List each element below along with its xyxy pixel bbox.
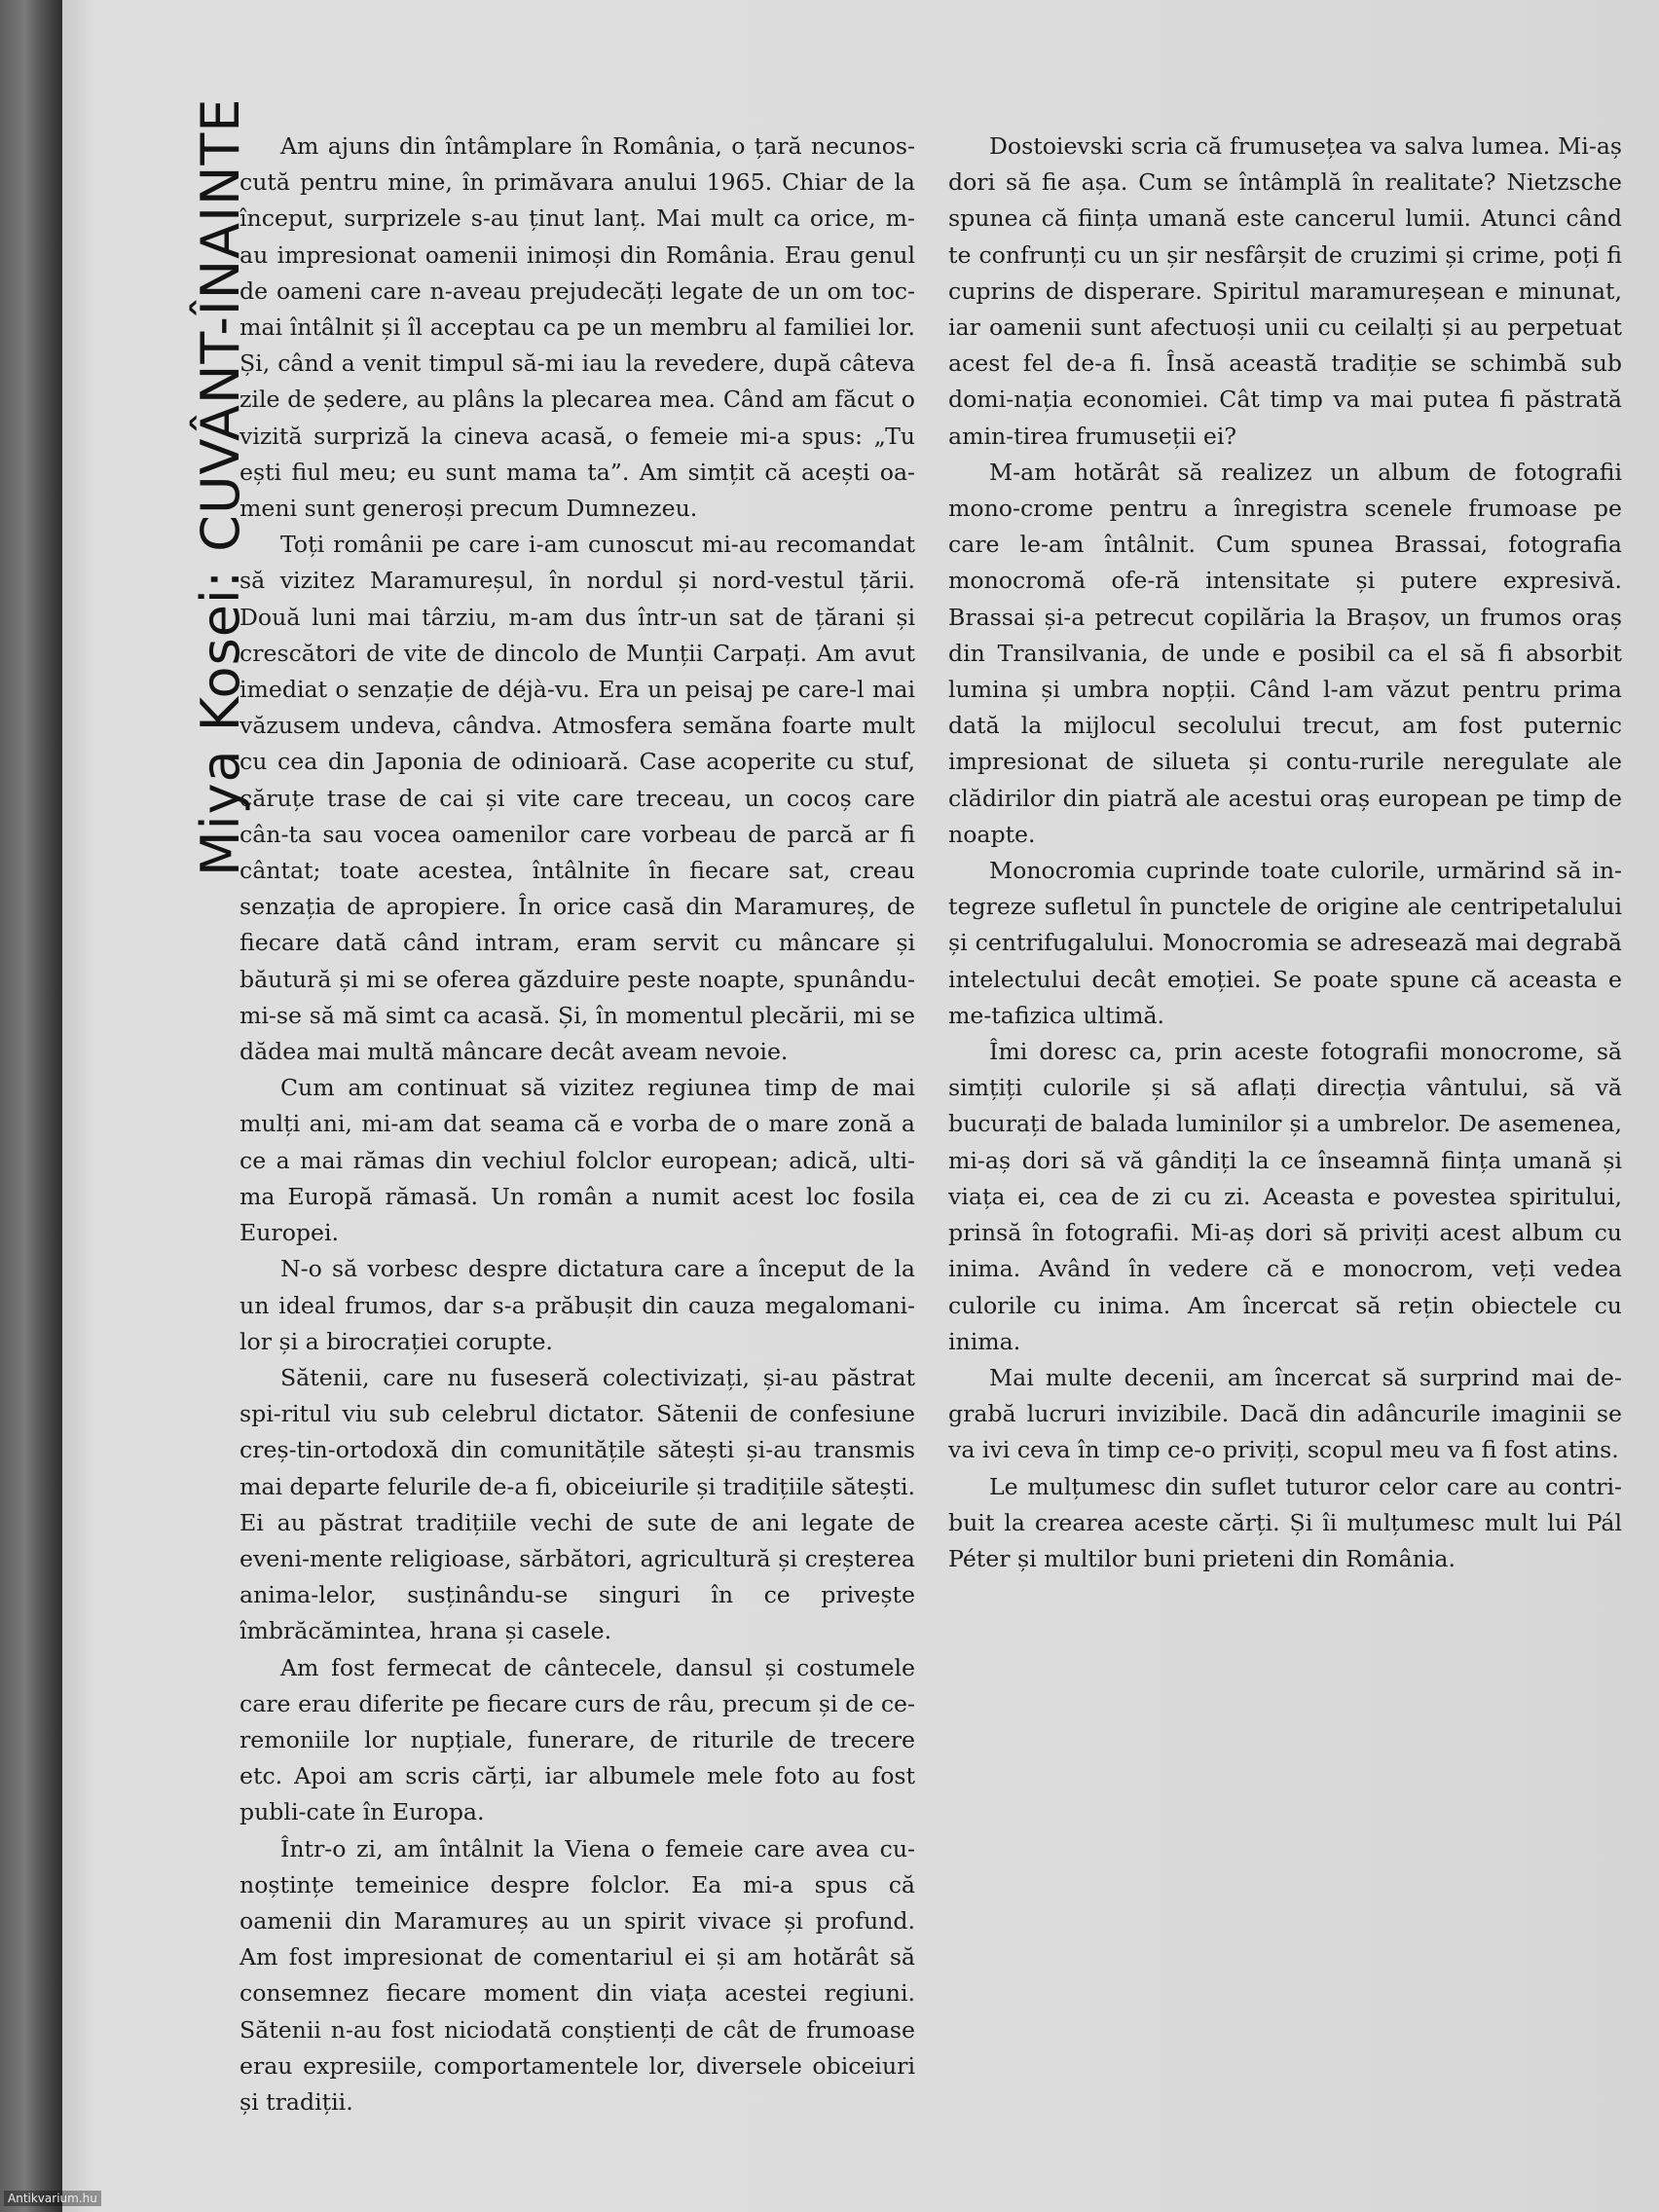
page-title: Miya Kosei: CUVÂNT-ÎNAINTE <box>190 97 251 876</box>
paragraph: M-am hotărât să realizez un album de fotografii mono-crome pentru a înregistra scenele frumoase pe care le-am întâlnit. Cum spunea Brassai, fotografia monocromă ofe-ră intensitate și putere expresivă. Brassai și-a petrecut copilăria la Brașov, un frumos oraș din Transilvania, de unde e posibil ca el să fi absorbit lumina și umbra nopții. Când l-am văzut pentru prima dată la mijlocul secolului trecut, am fost puternic impresionat de silueta și contu-rurile neregulate ale clădirilor din piatră ale acestui oraș european pe timp de noapte. <box>948 458 1622 848</box>
left-text-column <box>240 129 915 2120</box>
paragraph: Monocromia cuprinde toate culorile, urmărind să in-tegreze sufletul în punctele de origine ale centripetalului și centrifugalului. Monocromia se adresează mai degrabă intelectului decât emoției. Se poate spune că aceasta e me-tafizica ultimă. <box>948 857 1622 1029</box>
paragraph: Într-o zi, am întâlnit la Viena o femeie care avea cu-noștințe temeinice despre folclor. Ea mi-a spus că oamenii din Maramureș au un spirit vivace și profund. Am fost impresionat de comentariul ei și am hotărât să consemnez fiecare moment din viața acestei regiuni. Sătenii n-au fost niciodată conștienți de cât de frumoase erau expresiile, comportamentele lor, diversele obiceiuri și tradiții. <box>240 1834 915 2116</box>
right-text-column <box>948 129 1622 1577</box>
paragraph: Sătenii, care nu fuseseră colectivizați, și-au păstrat spi-ritul viu sub celebrul dictator. Sătenii de confesiune creș-tin-ortodoxă din comunitățile sătești și-au transmis mai departe felurile de-a fi, obiceiurile și tradițiile sătești. Ei au păstrat tradițiile vechi de sute de ani legate de eveni-mente religioase, sărbători, agricultură și creșterea anima-lelor, susținându-se singuri în ce privește îmbrăcămintea, hrana și casele. <box>240 1363 915 1645</box>
paragraph: Dostoievski scria că frumusețea va salva lumea. Mi-aș dori să fie așa. Cum se întâmplă în realitate? Nietzsche spunea că ființa umană este cancerul lumii. Atunci când te confrunți cu un șir nesfârșit de cruzimi și crime, poți fi cuprins de disperare. Spiritul maramureșean e minunat, iar oamenii sunt afectuoși unii cu ceilalți și au perpetuat acest fel de-a fi. Însă această tradiție se schimbă sub domi-nația economiei. Cât timp va mai putea fi păstrată amin-tirea frumuseții ei? <box>948 132 1622 450</box>
paragraph: Toți românii pe care i-am cunoscut mi-au recomandat să vizitez Maramureșul, în nordul și nord-vestul țării. Două luni mai târziu, m-am dus într-un sat de țărani și crescători de vite de dincolo de Munții Carpați. Am avut imediat o senzație de déjà-vu. Era un peisaj pe care-l mai văzusem undeva, cândva. Atmosfera semăna foarte mult cu cea din Japonia de odinioară. Case acoperite cu stuf, căruțe trase de cai și vite care treceau, un cocoș care cân-ta sau vocea oamenilor care vorbeau de parcă ar fi cântat; toate acestea, întâlnite în fiecare sat, creau senzația de apropiere. În orice casă din Maramureș, de fiecare dată când intram, eram servit cu mâncare și băutură și mi se oferea găzduire peste noapte, spunându-mi-se să mă simt ca acasă. Și, în momentul plecării, mi se dădea mai multă mâncare decât aveam nevoie. <box>240 531 915 1066</box>
paragraph: Mai multe decenii, am încercat să surprind mai de-grabă lucruri invizibile. Dacă din adâncurile imaginii se va ivi ceva în timp ce-o priviți, scopul meu va fi fost atins. <box>948 1363 1622 1464</box>
paragraph: Cum am continuat să vizitez regiunea timp de mai mulți ani, mi-am dat seama că e vorba de o mare zonă a ce a mai rămas din vechiul folclor european; adică, ulti-ma Europă rămasă. Un român a numit acest loc fosila Europei. <box>240 1074 915 1247</box>
paragraph: N-o să vorbesc despre dictatura care a început de la un ideal frumos, dar s-a prăbușit din cauza megalomani-lor și a birocrației corupte. <box>240 1255 915 1355</box>
paragraph: Îmi doresc ca, prin aceste fotografii monocrome, să simțiți culorile și să aflați direcția vântului, să vă bucurați de balada luminilor și a umbrelor. De asemenea, mi-aș dori să vă gândiți la ce înseamnă ființa umană și viața ei, cea de zi cu zi. Aceasta e povestea spiritului, prinsă în fotografii. Mi-aș dori să priviți acest album cu inima. Având în vedere că e monocrom, veți vedea culorile cu inima. Am încercat să rețin obiectele cu inima. <box>948 1038 1622 1355</box>
watermark: Antikvarium.hu <box>4 2191 101 2206</box>
book-binding <box>0 0 62 2212</box>
paragraph: Le mulțumesc din suflet tuturor celor care au contri-buit la crearea aceste cărți. Și îi mulțumesc mult lui Pál Péter și multilor buni prieteni din România. <box>948 1472 1622 1572</box>
paragraph: Am fost fermecat de cântecele, dansul și costumele care erau diferite pe fiecare curs de râu, precum și de ce-remoniile lor nupțiale, funerare, de riturile de trecere etc. Apoi am scris cărți, iar albumele mele foto au fost publi-cate în Europa. <box>240 1653 915 1826</box>
paragraph: Am ajuns din întâmplare în România, o țară necunos-cută pentru mine, în primăvara anului 1965. Chiar de la început, surprizele s-au ținut lanț. Mai mult ca orice, m-au impresionat oamenii inimoși din România. Erau genul de oameni care n-aveau prejudecăți legate de un om toc-mai întâlnit și îl acceptau ca pe un membru al familiei lor. Și, când a venit timpul să-mi iau la revedere, după câteva zile de ședere, au plâns la plecarea mea. Când am făcut o vizită surpriză la cineva acasă, o femeie mi-a spus: „Tu ești fiul meu; eu sunt mama ta”. Am simțit că acești oa-meni sunt generoși precum Dumnezeu. <box>240 132 915 523</box>
